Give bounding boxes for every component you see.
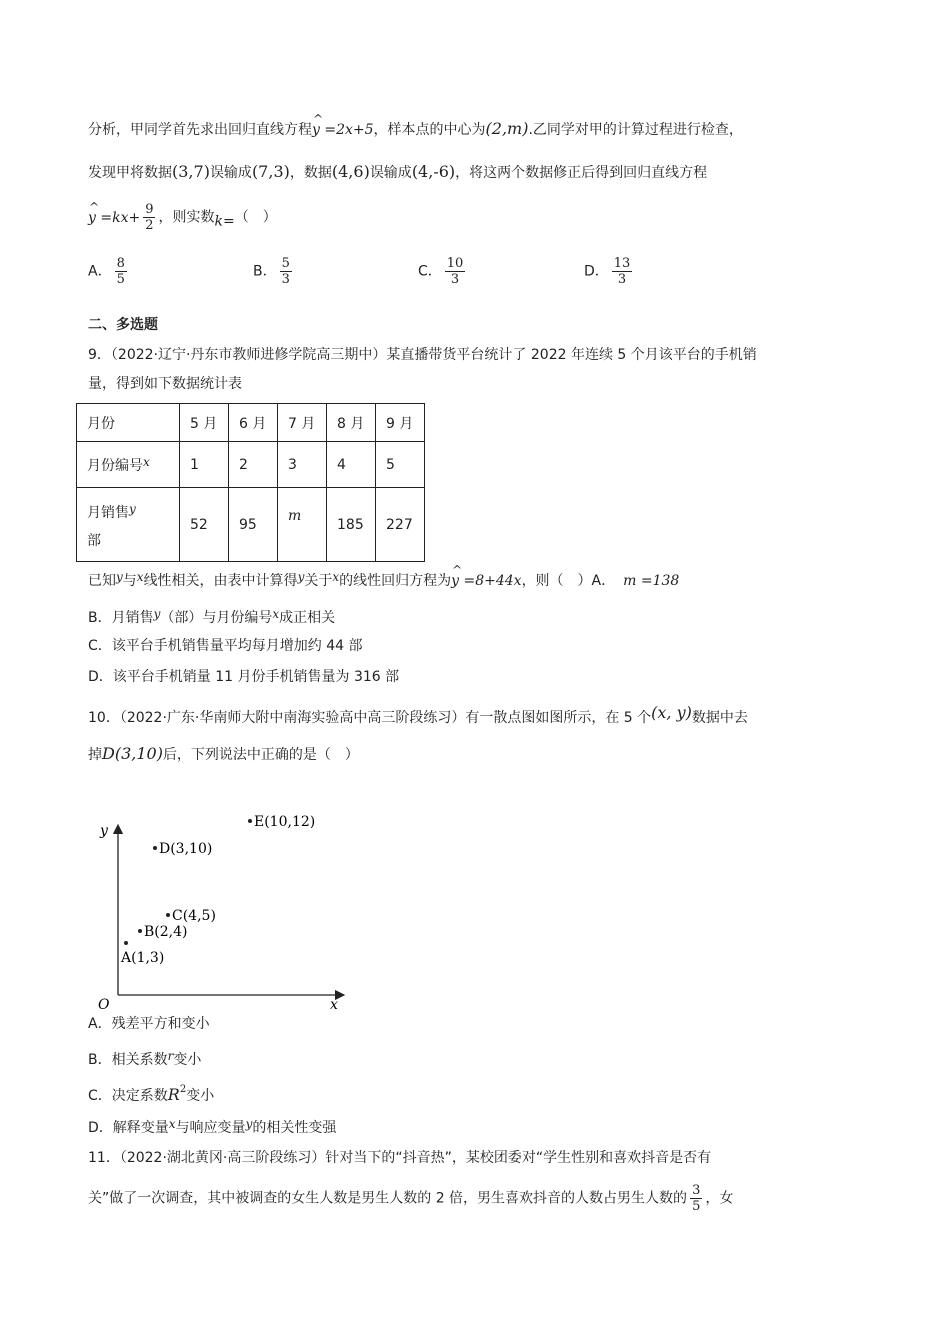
point-d xyxy=(153,846,157,850)
y-axis-label: y xyxy=(100,823,108,839)
q9-stem-line1: 9．（2022·辽宁·丹东市教师进修学院高三期中）某直播带货平台统计了 2022 年连续 5 个月该平台的手机销 xyxy=(88,347,757,363)
point-b-label: B(2,4) xyxy=(144,924,188,940)
q8-option-b[interactable]: B． $\frac{5}{3}$ xyxy=(253,256,290,287)
point-a-label: A(1,3) xyxy=(121,950,165,966)
q8-option-c[interactable]: C． $\frac{10}{3}$ xyxy=(418,256,464,287)
table-row: 月份 5 月 6 月 7 月 8 月 9 月 xyxy=(77,404,425,442)
q8-option-d[interactable]: D． $\frac{13}{3}$ xyxy=(584,256,631,287)
sales-table xyxy=(76,403,425,562)
q10-stem-line1: 10．（2022·广东·华南师大附中南海实验高中高三阶段练习）有一散点图如图所示，在 5 个(x, y)数据中去 xyxy=(88,703,748,726)
q9-option-d[interactable]: D．该平台手机销量 11 月份手机销售量为 316 部 xyxy=(88,669,400,685)
q10-option-c[interactable]: C．决定系数$R^2$变小 xyxy=(88,1084,215,1104)
point-e xyxy=(248,819,252,823)
table-row: 月销售y 部 52 95 m 185 227 xyxy=(77,488,425,562)
fraction-9-2: $\frac{9}{2}$ xyxy=(145,202,154,233)
origin-label: O xyxy=(98,997,110,1010)
regression-eq-2: ^ y =kx+ xyxy=(88,208,140,228)
q10-option-a[interactable]: A．残差平方和变小 xyxy=(88,1016,210,1032)
q11-stem-line2: 关”做了一次调查，其中被调查的女生人数是男生人数的 2 倍，男生喜欢抖音的人数占男生人数的 $\frac{3}{5}$ ，女 xyxy=(88,1183,734,1214)
q8-line3: ^ y =kx+ $\frac{9}{2}$ ，则实数k=（ ） xyxy=(88,202,277,233)
table-row: 月份编号x 1 2 3 4 5 xyxy=(77,442,425,488)
point-e-label: E(10,12) xyxy=(254,815,316,830)
q8-line2: 发现甲将数据(3,7)误输成(7,3)，数据(4,6)误输成(4,-6)，将这两个数据修正后得到回归直线方程 xyxy=(88,162,708,181)
x-axis-label: x xyxy=(330,997,338,1010)
q9-option-c[interactable]: C．该平台手机销售量平均每月增加约 44 部 xyxy=(88,638,363,654)
regression-eq-1: ^ y =2x+5 xyxy=(312,120,374,140)
point-c xyxy=(166,913,170,917)
fraction-3-5: $\frac{3}{5}$ xyxy=(692,1183,701,1214)
q8-line1: 分析，甲同学首先求出回归直线方程^ y =2x+5，样本点的中心为(2,m).乙同学对甲的计算过程进行检查， xyxy=(88,119,743,140)
point-c-label: C(4,5) xyxy=(172,908,216,924)
point-d-label: D(3,10) xyxy=(159,841,213,857)
q9-stem-line2: 量，得到如下数据统计表 xyxy=(88,376,242,392)
q8-option-a[interactable]: A． $\frac{8}{5}$ xyxy=(88,256,125,287)
point-b xyxy=(138,929,142,933)
q11-stem-line1: 11．（2022·湖北黄冈·高三阶段练习）针对当下的“抖音热”，某校团委对“学生性别和喜欢抖音是否有 xyxy=(88,1150,712,1166)
q10-stem-line2: 掉D(3,10)后，下列说法中正确的是（ ） xyxy=(88,744,359,763)
section-heading: 二、多选题 xyxy=(88,317,158,333)
q9-condition: 已知y与x线性相关，由表中计算得y关于x的线性回归方程为^ y =8+44x，则（ ）A． m =138 xyxy=(88,567,679,591)
q9-option-b[interactable]: B．月销售y（部）与月份编号x成正相关 xyxy=(88,607,336,626)
point-a xyxy=(124,941,128,945)
q10-option-b[interactable]: B．相关系数r变小 xyxy=(88,1049,202,1068)
scatter-plot xyxy=(90,815,360,1010)
q10-option-d[interactable]: D．解释变量x与响应变量y的相关性变强 xyxy=(88,1117,337,1136)
sample-center: (2,m) xyxy=(485,119,529,138)
